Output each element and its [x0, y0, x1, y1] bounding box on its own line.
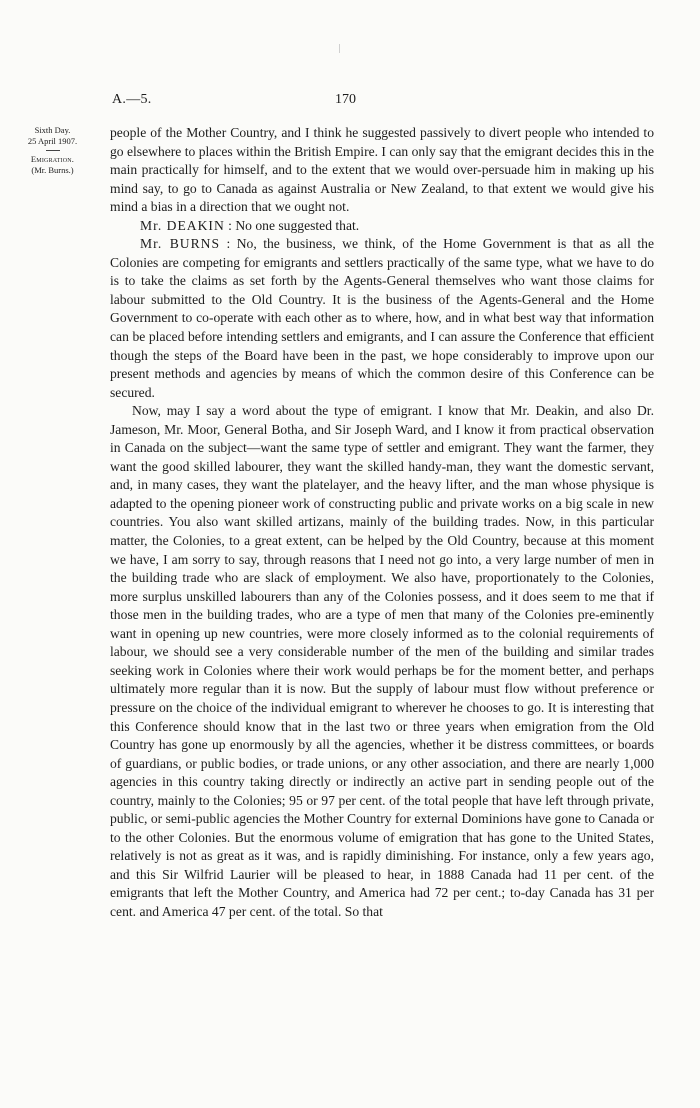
margin-note-date: 25 April 1907.: [27, 136, 78, 146]
paragraph-deakin: [110, 217, 654, 236]
paragraph-burns: [110, 235, 654, 402]
margin-note-subject: Emigration.: [30, 154, 75, 164]
paragraph-text: people of the Mother Country, and I think he suggested passively to divert people who intended to go elsewhere to places within the British Empire. I can only say that the emigrant decides this in the main practically for himself, and to the extent that we would over-persuade him in making up his mind say, to go to Canada as against Australia or New Zealand, to that extent we would give his mind a bias in a direction that we ought not.: [110, 125, 654, 215]
document-reference: A.—5.: [112, 92, 152, 107]
page-number: 170: [335, 92, 356, 107]
margin-note-day: Sixth Day.: [34, 125, 71, 135]
speaker-name: Mr. DEAKIN: [140, 217, 225, 233]
fold-mark: [339, 44, 340, 53]
paragraph-continuation: [110, 124, 654, 217]
paragraph-text: : No, the business, we think, of the Home Government is that as all the Colonies are competing for emigrants and settlers practically of the same type, what we have to do is to take the claims as set forth by the Agents-General themselves who want those claims for labour submitted to the Old Country. It is the business of the Agents-General and the Home Government to co-operate with each other as to where, how, and in what best way that information can be placed before intending settlers and emigrants, and I can assure the Conference that efficient though the steps of the Board have been in the past, we hope considerably to improve upon our present methods and agencies by means of which the common desire of this Conference can be secured.: [110, 236, 654, 400]
margin-note-divider: [46, 150, 60, 151]
paragraph-text: : No one suggested that.: [228, 217, 360, 233]
body-text: [110, 124, 654, 922]
paragraph-text: Now, may I say a word about the type of emigrant. I know that Mr. Deakin, and also Dr. Jameson, Mr. Moor, General Botha, and Sir Joseph Ward, and I know it from practical observation in Canada on the subject—want the same type of settler and emigrant. They want the farmer, they want the good skilled labourer, they want the skilled handy-man, they want the domestic servant, and, in many cases, they want the platelayer, and the heavy lifter, and the man whose physique is adapted to the opening pioneer work of constructing public and private works on a big scale in new countries. You also want skilled artizans, mainly of the building trades. Now, in this particular matter, the Colonies, to a great extent, can be helped by the Old Country, because at this moment we have, I am sorry to say, through reasons that I need not go into, a very large number of men in the building trade who are slack of employment. We also have, proportionately to the Colonies, more surplus unskilled labourers than any of the Colonies possess, and it does seem to me that if those men in the building trades, who are a type of men that many of the Colonies pre-eminently want in opening up new countries, were more closely informed as to the colonial requirements of labour, we should see a very considerable number of the men of the building and similar trades seeking work in Colonies where their work would perhaps be for the moment better, and perhaps ultimately more regular than it is now. But the supply of labour must flow without preference or pressure on the choice of the individual emigrant to wherever he chooses to go. It is interesting that this Conference should know that in the last two or three years when emigration from the Old Country has gone up enormously by all the agencies, whether it be distress committees, or boards of guardians, or public bodies, or trade unions, or any other association, and there are nearly 1,000 agencies in this country taking directly or indirectly an active part in sending people out of the country, mainly to the Colonies; 95 or 97 per cent. of the total people that have left through private, public, or semi-public agencies the Mother Country for external Dominions have gone to Canada or to the other Colonies. But the enormous volume of emigration that has gone to the United States, relatively is not as great as it was, and is rapidly diminishing. For instance, only a few years ago, and this Sir Wilfrid Laurier will be pleased to hear, in 1888 Canada had 11 per cent. of the emigrants that left the Mother Country, and America had 72 per cent.; to-day Canada has 31 per cent. and America 47 per cent. of the total. So that: [110, 403, 654, 919]
speaker-name: Mr. BURNS: [140, 236, 221, 252]
margin-notes: [6, 125, 99, 176]
margin-note-speaker: (Mr. Burns.): [31, 165, 74, 175]
paragraph-emigrant-type: [110, 402, 654, 921]
